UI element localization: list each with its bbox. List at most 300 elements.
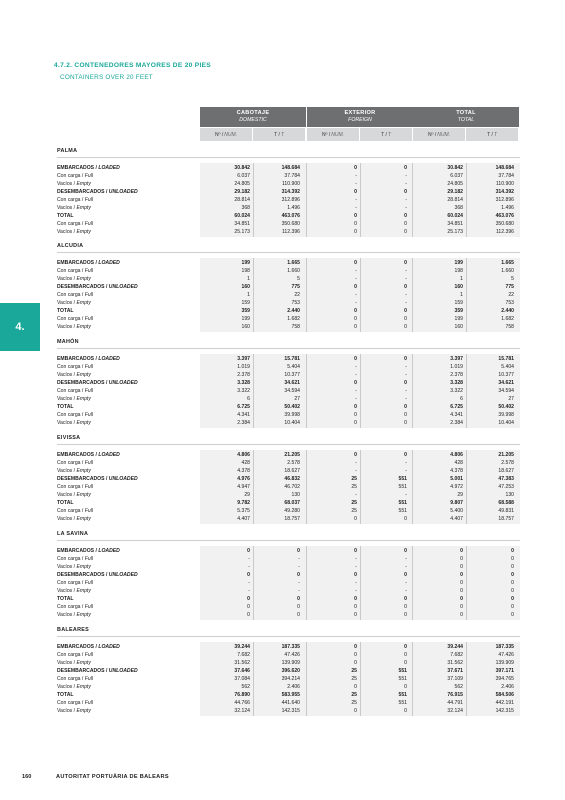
table-cell: 187.335	[495, 644, 514, 650]
row-label	[57, 180, 91, 188]
table-row	[57, 212, 520, 220]
label-separator: /	[72, 205, 77, 211]
table-row	[57, 164, 520, 172]
table-cell: 0	[354, 660, 357, 666]
table-row	[57, 204, 520, 212]
table-cell: 0	[511, 548, 514, 554]
table-cell: 0	[460, 580, 463, 586]
table-row	[57, 467, 520, 475]
table-cell: 551	[398, 476, 407, 482]
table-cell: 25	[351, 508, 357, 514]
table-cell: 0	[247, 604, 250, 610]
table-cell: 0	[247, 612, 250, 618]
label-separator: /	[94, 165, 99, 171]
table-cell: 397.171	[495, 668, 514, 674]
table-cell: 562	[454, 684, 463, 690]
table-cell: 5.404	[287, 364, 300, 370]
table-cell: -	[405, 492, 407, 498]
row-label	[57, 675, 93, 683]
row-label	[57, 699, 93, 707]
table-cell: 15.781	[498, 356, 514, 362]
table-cell: 4.341	[450, 412, 463, 418]
table-cell: 0	[404, 356, 407, 362]
table-cell: 37.646	[234, 668, 250, 674]
region-name: PALMA	[57, 148, 78, 154]
row-label-en: LOADED	[98, 165, 120, 171]
table-cell: 396.620	[281, 668, 300, 674]
table-cell: 6.725	[450, 404, 463, 410]
table-cell: 29	[457, 492, 463, 498]
table-cell: 584.506	[495, 692, 514, 698]
table-cell: -	[405, 588, 407, 594]
table-row	[57, 291, 520, 299]
table-cell: 0	[511, 580, 514, 586]
table-cell: 0	[354, 260, 357, 266]
table-cell: 34.621	[284, 380, 300, 386]
header-sub-label: DOMESTIC	[239, 117, 267, 123]
table-cell: 2.378	[450, 372, 463, 378]
table-title: 4.7.2. CONTENEDORES MAYORES DE 20 PIES	[54, 62, 211, 69]
row-label-en: Empty	[76, 229, 91, 235]
table-row	[57, 459, 520, 467]
table-cell: 3.328	[450, 380, 463, 386]
table-cell: 0	[404, 221, 407, 227]
table-cell: 0	[354, 516, 357, 522]
table-row	[57, 315, 520, 323]
table-cell: 551	[398, 692, 407, 698]
table-row	[57, 475, 520, 483]
label-separator: /	[94, 260, 99, 266]
row-label	[57, 507, 93, 515]
table-cell: 44.766	[234, 700, 250, 706]
table-cell: 0	[354, 404, 357, 410]
row-label-es: Con carga	[57, 460, 81, 466]
table-cell: -	[355, 372, 357, 378]
table-cell: 758	[291, 324, 300, 330]
row-label	[57, 267, 93, 275]
table-cell: 0	[297, 612, 300, 618]
label-separator: /	[80, 508, 85, 514]
table-cell: 1.660	[287, 268, 300, 274]
table-cell: 0	[404, 308, 407, 314]
table-cell: 7.682	[237, 652, 250, 658]
row-label	[57, 603, 93, 611]
table-cell: 49.831	[498, 508, 514, 514]
table-cell: -	[355, 580, 357, 586]
table-cell: 394.765	[495, 676, 514, 682]
subheader-label-en: T	[387, 131, 391, 138]
subheader-label: T /	[381, 131, 387, 138]
row-label	[57, 467, 91, 475]
table-cell: 5.400	[450, 508, 463, 514]
table-cell: 0	[404, 412, 407, 418]
row-label-es: TOTAL	[57, 500, 74, 506]
region-name: MAHÓN	[57, 339, 79, 345]
table-cell: 0	[404, 324, 407, 330]
table-cell: 0	[354, 380, 357, 386]
row-label-en: Full	[84, 580, 93, 586]
table-cell: 29	[244, 492, 250, 498]
table-cell: -	[355, 564, 357, 570]
row-label-es: Vacíos	[57, 468, 73, 474]
table-cell: 110.900	[281, 181, 300, 187]
label-separator: /	[72, 181, 77, 187]
row-label-en: UNLOADED	[108, 189, 138, 195]
table-cell: 0	[460, 596, 463, 602]
row-label-en: Full	[84, 268, 93, 274]
table-cell: 0	[404, 229, 407, 235]
table-cell: 159	[454, 300, 463, 306]
table-cell: 0	[404, 516, 407, 522]
row-label-es: DESEMBARCADOS	[57, 284, 105, 290]
table-cell: 0	[354, 229, 357, 235]
label-separator: /	[94, 452, 99, 458]
subheader-label: T /	[487, 131, 493, 138]
table-cell: 0	[460, 564, 463, 570]
label-separator: /	[80, 221, 85, 227]
row-label-en: Full	[84, 460, 93, 466]
table-cell: 50.402	[498, 404, 514, 410]
table-row	[57, 419, 520, 427]
row-label	[57, 379, 138, 387]
table-row	[57, 259, 520, 267]
label-separator: /	[80, 364, 85, 370]
table-cell: 0	[247, 596, 250, 602]
table-cell: 160	[454, 284, 463, 290]
table-cell: -	[405, 580, 407, 586]
table-row	[57, 659, 520, 667]
table-cell: -	[405, 205, 407, 211]
table-cell: -	[355, 364, 357, 370]
table-cell: -	[355, 276, 357, 282]
table-cell: 60.024	[234, 213, 250, 219]
table-cell: 4.407	[450, 516, 463, 522]
row-label-es: DESEMBARCADOS	[57, 668, 105, 674]
table-cell: 1.019	[237, 364, 250, 370]
table-cell: 350.680	[495, 221, 514, 227]
table-cell: 0	[511, 588, 514, 594]
row-label	[57, 595, 74, 603]
table-cell: -	[405, 556, 407, 562]
table-row	[57, 491, 520, 499]
table-cell: 0	[511, 572, 514, 578]
table-cell: 5	[511, 276, 514, 282]
region-divider	[57, 444, 520, 445]
table-cell: 0	[404, 404, 407, 410]
subheader-number	[413, 128, 465, 141]
row-label	[57, 307, 74, 315]
row-label	[57, 419, 91, 427]
table-cell: 368	[454, 205, 463, 211]
table-cell: 0	[511, 612, 514, 618]
table-row	[57, 563, 520, 571]
region-divider	[57, 348, 520, 349]
table-cell: 24.805	[447, 181, 463, 187]
row-label-en: UNLOADED	[108, 380, 138, 386]
table-cell: -	[298, 580, 300, 586]
section-tab: 4.	[0, 303, 40, 351]
label-separator: /	[80, 388, 85, 394]
table-cell: 160	[241, 324, 250, 330]
label-separator: /	[80, 412, 85, 418]
subheader-tonnes	[360, 128, 412, 141]
table-cell: 368	[241, 205, 250, 211]
label-separator: /	[80, 604, 85, 610]
row-label-en: LOADED	[98, 644, 120, 650]
column-group-header-foreign	[307, 107, 413, 127]
table-cell: 25.173	[447, 229, 463, 235]
subheader-tonnes	[253, 128, 305, 141]
table-cell: 5.001	[450, 476, 463, 482]
row-label-en: Full	[84, 388, 93, 394]
label-separator: /	[104, 572, 109, 578]
table-cell: 2.406	[501, 684, 514, 690]
table-cell: 15.781	[284, 356, 300, 362]
label-separator: /	[80, 676, 85, 682]
label-separator: /	[80, 484, 85, 490]
table-cell: 199	[241, 260, 250, 266]
table-row	[57, 603, 520, 611]
header-sub-label: TOTAL	[457, 117, 475, 123]
row-label	[57, 643, 120, 651]
table-cell: 0	[404, 708, 407, 714]
row-label-en: Empty	[76, 684, 91, 690]
table-cell: 60.024	[447, 213, 463, 219]
table-cell: 0	[354, 612, 357, 618]
table-cell: -	[298, 556, 300, 562]
row-label	[57, 172, 93, 180]
label-separator: /	[72, 396, 77, 402]
label-separator: /	[80, 316, 85, 322]
table-cell: 4.407	[237, 516, 250, 522]
table-cell: 50.402	[284, 404, 300, 410]
table-cell: 4.806	[450, 452, 463, 458]
label-separator: /	[72, 708, 77, 714]
table-cell: 441.640	[281, 700, 300, 706]
table-cell: 0	[404, 644, 407, 650]
table-cell: 25	[351, 676, 357, 682]
row-label-en: LOADED	[98, 356, 120, 362]
row-label	[57, 228, 91, 236]
table-row	[57, 307, 520, 315]
table-cell: -	[405, 300, 407, 306]
label-separator: /	[72, 684, 77, 690]
table-row	[57, 323, 520, 331]
table-cell: 39.998	[284, 412, 300, 418]
subheader-label: Nº /	[322, 131, 331, 138]
row-label-es: Con carga	[57, 412, 81, 418]
table-row	[57, 595, 520, 603]
table-cell: 0	[354, 708, 357, 714]
column-group-header-total	[413, 107, 519, 127]
table-cell: 34.621	[498, 380, 514, 386]
table-row	[57, 395, 520, 403]
table-cell: 562	[241, 684, 250, 690]
table-cell: 46.832	[284, 476, 300, 482]
table-cell: 25	[351, 476, 357, 482]
row-label-es: TOTAL	[57, 692, 74, 698]
table-cell: 0	[354, 596, 357, 602]
table-cell: -	[355, 468, 357, 474]
region-divider	[57, 540, 520, 541]
label-separator: /	[80, 197, 85, 203]
row-label-en: Empty	[76, 516, 91, 522]
header-main-label: TOTAL	[456, 110, 476, 116]
table-cell: 199	[454, 260, 463, 266]
table-cell: -	[355, 173, 357, 179]
table-cell: 112.396	[495, 229, 514, 235]
table-row	[57, 411, 520, 419]
table-row	[57, 172, 520, 180]
table-row	[57, 675, 520, 683]
row-label	[57, 411, 93, 419]
table-cell: 0	[404, 684, 407, 690]
table-cell: 0	[354, 548, 357, 554]
table-cell: 130	[505, 492, 514, 498]
row-label	[57, 220, 93, 228]
row-label-es: Con carga	[57, 316, 81, 322]
table-cell: 130	[291, 492, 300, 498]
table-cell: -	[355, 181, 357, 187]
row-label	[57, 611, 91, 619]
table-cell: 18.757	[284, 516, 300, 522]
row-label-es: Vacíos	[57, 205, 73, 211]
table-cell: 0	[354, 356, 357, 362]
table-cell: -	[405, 276, 407, 282]
header-sub-label: FOREIGN	[348, 117, 372, 123]
table-cell: -	[355, 205, 357, 211]
table-cell: 428	[241, 460, 250, 466]
table-cell: 0	[404, 189, 407, 195]
table-cell: 27	[508, 396, 514, 402]
table-cell: -	[355, 460, 357, 466]
table-cell: 10.377	[498, 372, 514, 378]
table-cell: -	[298, 588, 300, 594]
row-label-en: Full	[84, 652, 93, 658]
table-cell: 1.665	[287, 260, 300, 266]
table-row	[57, 483, 520, 491]
table-cell: 37.109	[447, 676, 463, 682]
row-label-es: Vacíos	[57, 300, 73, 306]
table-row	[57, 643, 520, 651]
table-cell: 1	[460, 276, 463, 282]
row-label-en: Full	[84, 676, 93, 682]
table-row	[57, 220, 520, 228]
table-cell: 18.627	[498, 468, 514, 474]
table-cell: -	[248, 588, 250, 594]
label-separator: /	[94, 644, 99, 650]
table-cell: 139.909	[281, 660, 300, 666]
table-cell: 22	[508, 292, 514, 298]
table-cell: 2.440	[501, 308, 514, 314]
table-cell: 28.814	[234, 197, 250, 203]
table-cell: 39.998	[498, 412, 514, 418]
table-cell: 187.335	[281, 644, 300, 650]
table-cell: 1.682	[501, 316, 514, 322]
row-label-es: Con carga	[57, 652, 81, 658]
table-cell: 25.173	[234, 229, 250, 235]
table-cell: 0	[460, 572, 463, 578]
table-cell: 18.757	[498, 516, 514, 522]
table-cell: 2.384	[237, 420, 250, 426]
table-cell: 314.392	[495, 189, 514, 195]
table-row	[57, 379, 520, 387]
subheader-number	[307, 128, 359, 141]
row-label	[57, 355, 120, 363]
header-main-label: CABOTAJE	[236, 110, 270, 116]
label-separator: /	[104, 380, 109, 386]
table-cell: -	[355, 588, 357, 594]
row-label	[57, 196, 93, 204]
table-cell: 551	[398, 668, 407, 674]
table-cell: 753	[505, 300, 514, 306]
row-label-es: Vacíos	[57, 324, 73, 330]
row-label-es: Vacíos	[57, 660, 73, 666]
table-cell: 148.684	[281, 165, 300, 171]
row-label-es: Vacíos	[57, 708, 73, 714]
row-label	[57, 659, 91, 667]
table-cell: -	[355, 292, 357, 298]
table-row	[57, 371, 520, 379]
row-label-en: UNLOADED	[108, 668, 138, 674]
table-cell: 0	[460, 604, 463, 610]
table-cell: 4.976	[237, 476, 250, 482]
table-cell: 0	[511, 596, 514, 602]
table-cell: 0	[404, 452, 407, 458]
table-cell: 0	[354, 213, 357, 219]
label-separator: /	[80, 268, 85, 274]
table-cell: 32.124	[234, 708, 250, 714]
row-label-en: Full	[84, 316, 93, 322]
table-cell: 68.037	[284, 500, 300, 506]
table-cell: 3.397	[237, 356, 250, 362]
table-cell: 199	[454, 316, 463, 322]
row-label-es: EMBARCADOS	[57, 165, 95, 171]
row-label-en: UNLOADED	[108, 572, 138, 578]
table-row	[57, 555, 520, 563]
subheader-label-en: NUM.	[224, 131, 237, 138]
table-row	[57, 699, 520, 707]
row-label-es: Con carga	[57, 676, 81, 682]
row-label	[57, 291, 93, 299]
row-label-en: Full	[84, 221, 93, 227]
row-label-es: Con carga	[57, 556, 81, 562]
table-cell: 10.404	[498, 420, 514, 426]
table-cell: 139.909	[495, 660, 514, 666]
row-label	[57, 164, 120, 172]
row-label-es: DESEMBARCADOS	[57, 380, 105, 386]
region-divider	[57, 157, 520, 158]
table-row	[57, 579, 520, 587]
row-label	[57, 571, 138, 579]
table-cell: 551	[398, 508, 407, 514]
table-cell: 1.660	[501, 268, 514, 274]
table-cell: 0	[460, 548, 463, 554]
row-label	[57, 483, 93, 491]
table-cell: -	[355, 556, 357, 562]
table-cell: 0	[511, 604, 514, 610]
row-label	[57, 563, 91, 571]
region-name: ALCUDIA	[57, 243, 84, 249]
label-separator: /	[80, 652, 85, 658]
table-row	[57, 571, 520, 579]
page-number: 160	[22, 774, 32, 780]
row-label-es: EMBARCADOS	[57, 260, 95, 266]
table-cell: -	[248, 580, 250, 586]
table-cell: 2.406	[287, 684, 300, 690]
table-cell: 5.375	[237, 508, 250, 514]
table-cell: 2.578	[501, 460, 514, 466]
